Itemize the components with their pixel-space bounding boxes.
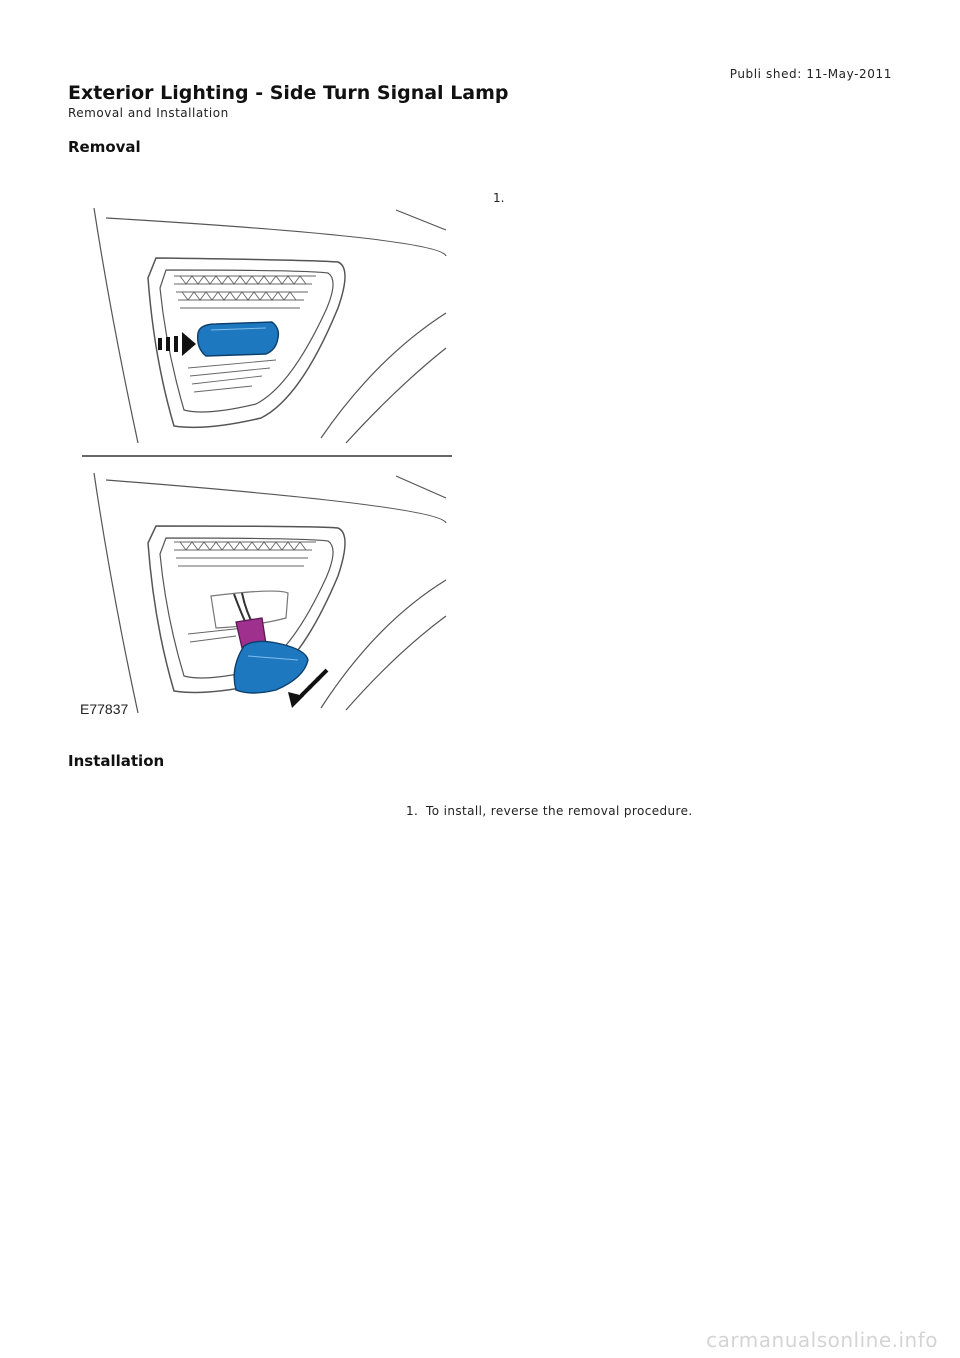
removal-step-number: 1. [493,191,505,205]
installation-step-text: To install, reverse the removal procedure. [426,804,693,818]
installation-heading: Installation [68,752,165,770]
page-title: Exterior Lighting - Side Turn Signal Lamp [68,82,509,104]
page-subtitle: Removal and Installation [68,106,229,120]
installation-step-number: 1. [406,804,419,818]
removal-illustration [76,198,456,723]
lamp-installed-panel [94,208,446,443]
removal-heading: Removal [68,138,141,156]
figure-label: E77837 [80,701,129,717]
lamp-removed-panel [94,473,446,713]
installation-step [406,804,693,818]
watermark: carmanualsonline.info [706,1328,938,1352]
published-date: Publi shed: 11-May-2011 [729,67,892,81]
